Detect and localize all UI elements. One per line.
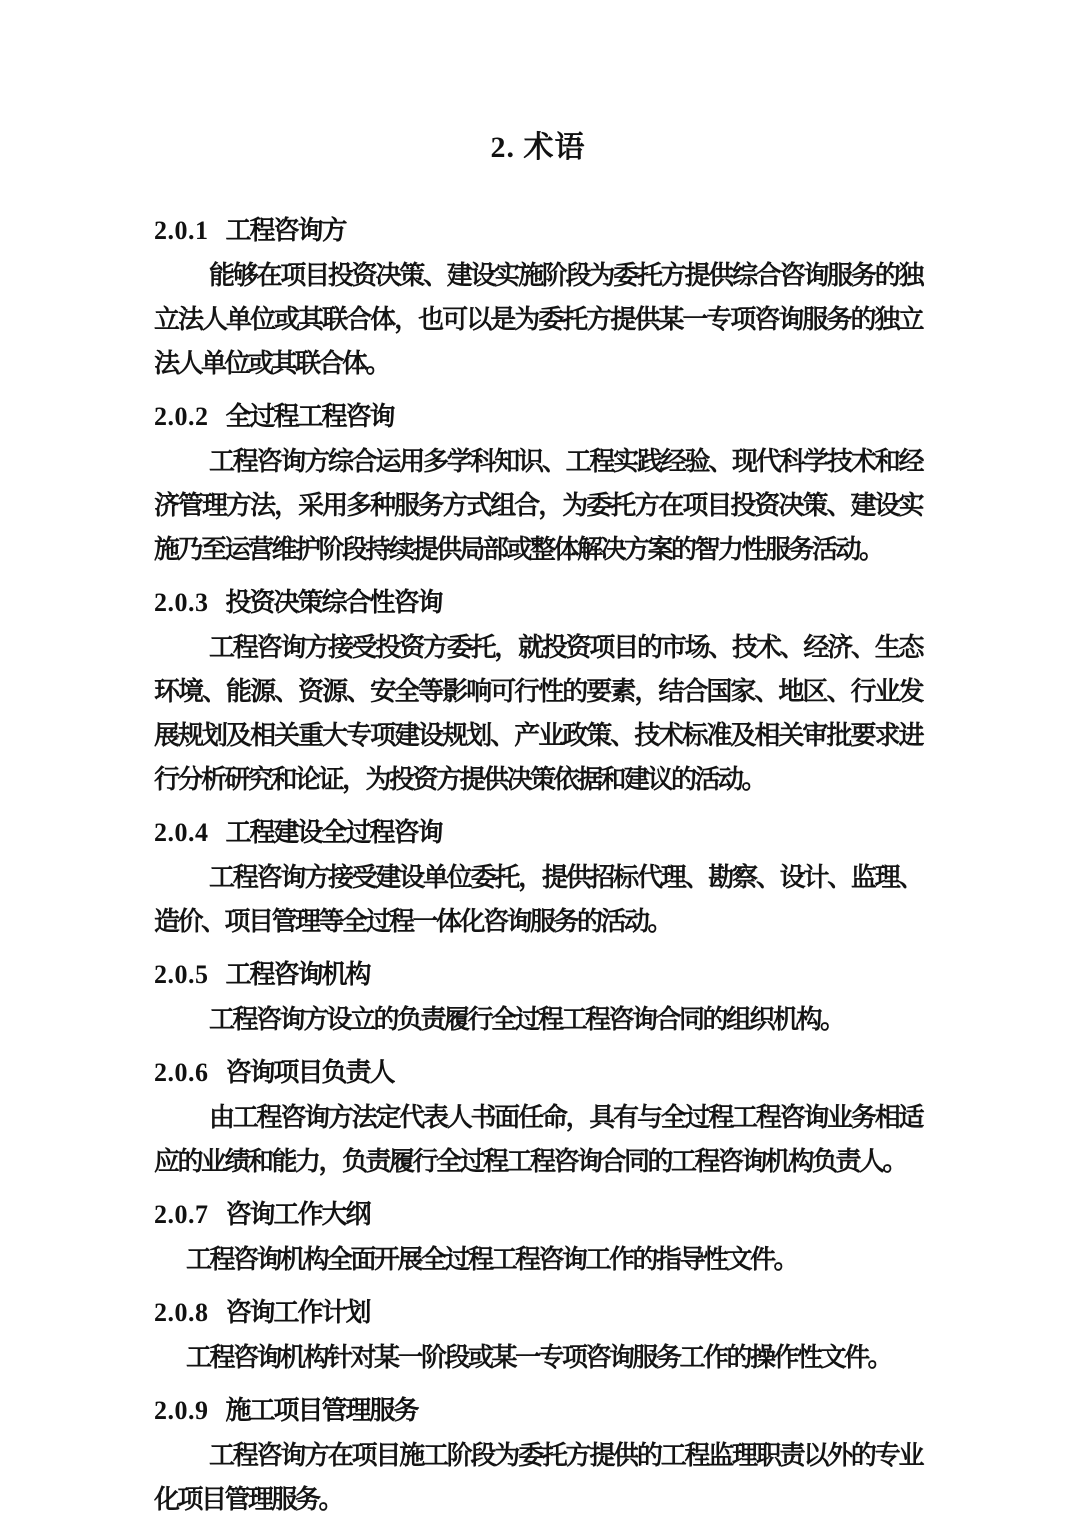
section-paragraph: 能够在项目投资决策、建设实施阶段为委托方提供综合咨询服务的独立法人单位或其联合体，也可以是为委托方提供某一专项咨询服务的独立法人单位或其联合体。 [154,260,922,378]
section-number: 2.0.4 [154,818,209,847]
section-title: 施工项目管理服务 [225,1395,418,1425]
term-section-209 [154,1388,922,1521]
section-number: 2.0.5 [154,960,209,989]
section-paragraph: 工程咨询方设立的负责履行全过程工程咨询合同的组织机构。 [209,1004,844,1034]
term-section-206 [154,1050,922,1183]
section-paragraph: 由工程咨询方法定代表人书面任命，具有与全过程工程咨询业务相适应的业绩和能力，负责履行全过程工程咨询合同的工程咨询机构负责人。 [154,1102,922,1176]
section-title: 咨询工作计划 [225,1297,370,1327]
section-title: 工程建设全过程咨询 [225,817,442,847]
section-title: 工程咨询方 [225,215,346,245]
term-section-207 [154,1192,922,1281]
section-number: 2.0.9 [154,1396,209,1425]
section-title: 全过程工程咨询 [225,401,394,431]
term-section-204 [154,810,922,943]
section-paragraph: 工程咨询方接受建设单位委托，提供招标代理、勘察、设计、监理、造价、项目管理等全过程一体化咨询服务的活动。 [154,862,922,936]
section-paragraph: 工程咨询机构针对某一阶段或某一专项咨询服务工作的操作性文件。 [186,1342,892,1372]
section-number: 2.0.7 [154,1200,209,1229]
section-paragraph: 工程咨询方综合运用多学科知识、工程实践经验、现代科学技术和经济管理方法，采用多种服务方式组合，为委托方在项目投资决策、建设实施乃至运营维护阶段持续提供局部或整体解决方案的智力性服务活动。 [154,446,922,564]
term-section-208 [154,1290,922,1379]
section-heading [154,1192,922,1237]
section-heading [154,1388,922,1433]
section-heading [154,394,922,439]
section-number: 2.0.3 [154,588,209,617]
page-title: 2. 术语 [490,131,586,164]
section-title: 工程咨询机构 [225,959,370,989]
section-number: 2.0.6 [154,1058,209,1087]
section-heading [154,208,922,253]
section-heading [154,580,922,625]
section-title: 投资决策综合性咨询 [225,587,442,617]
term-section-201 [154,208,922,385]
section-number: 2.0.2 [154,402,209,431]
section-paragraph: 工程咨询方在项目施工阶段为委托方提供的工程监理职责以外的专业化项目管理服务。 [154,1440,922,1514]
section-title: 咨询项目负责人 [225,1057,394,1087]
term-section-205 [154,952,922,1041]
section-heading [154,810,922,855]
section-heading [154,1290,922,1335]
section-heading [154,952,922,997]
section-paragraph: 工程咨询方接受投资方委托，就投资项目的市场、技术、经济、生态环境、能源、资源、安全等影响可行性的要素，结合国家、地区、行业发展规划及相关重大专项建设规划、产业政策、技术标准及相关审批要求进行分析研究和论证，为投资方提供决策依据和建议的活动。 [154,632,922,794]
section-heading [154,1050,922,1095]
section-number: 2.0.8 [154,1298,209,1327]
section-number: 2.0.1 [154,216,209,245]
term-section-202 [154,394,922,571]
section-title: 咨询工作大纲 [225,1199,370,1229]
section-paragraph: 工程咨询机构全面开展全过程工程咨询工作的指导性文件。 [186,1244,798,1274]
term-section-203 [154,580,922,801]
